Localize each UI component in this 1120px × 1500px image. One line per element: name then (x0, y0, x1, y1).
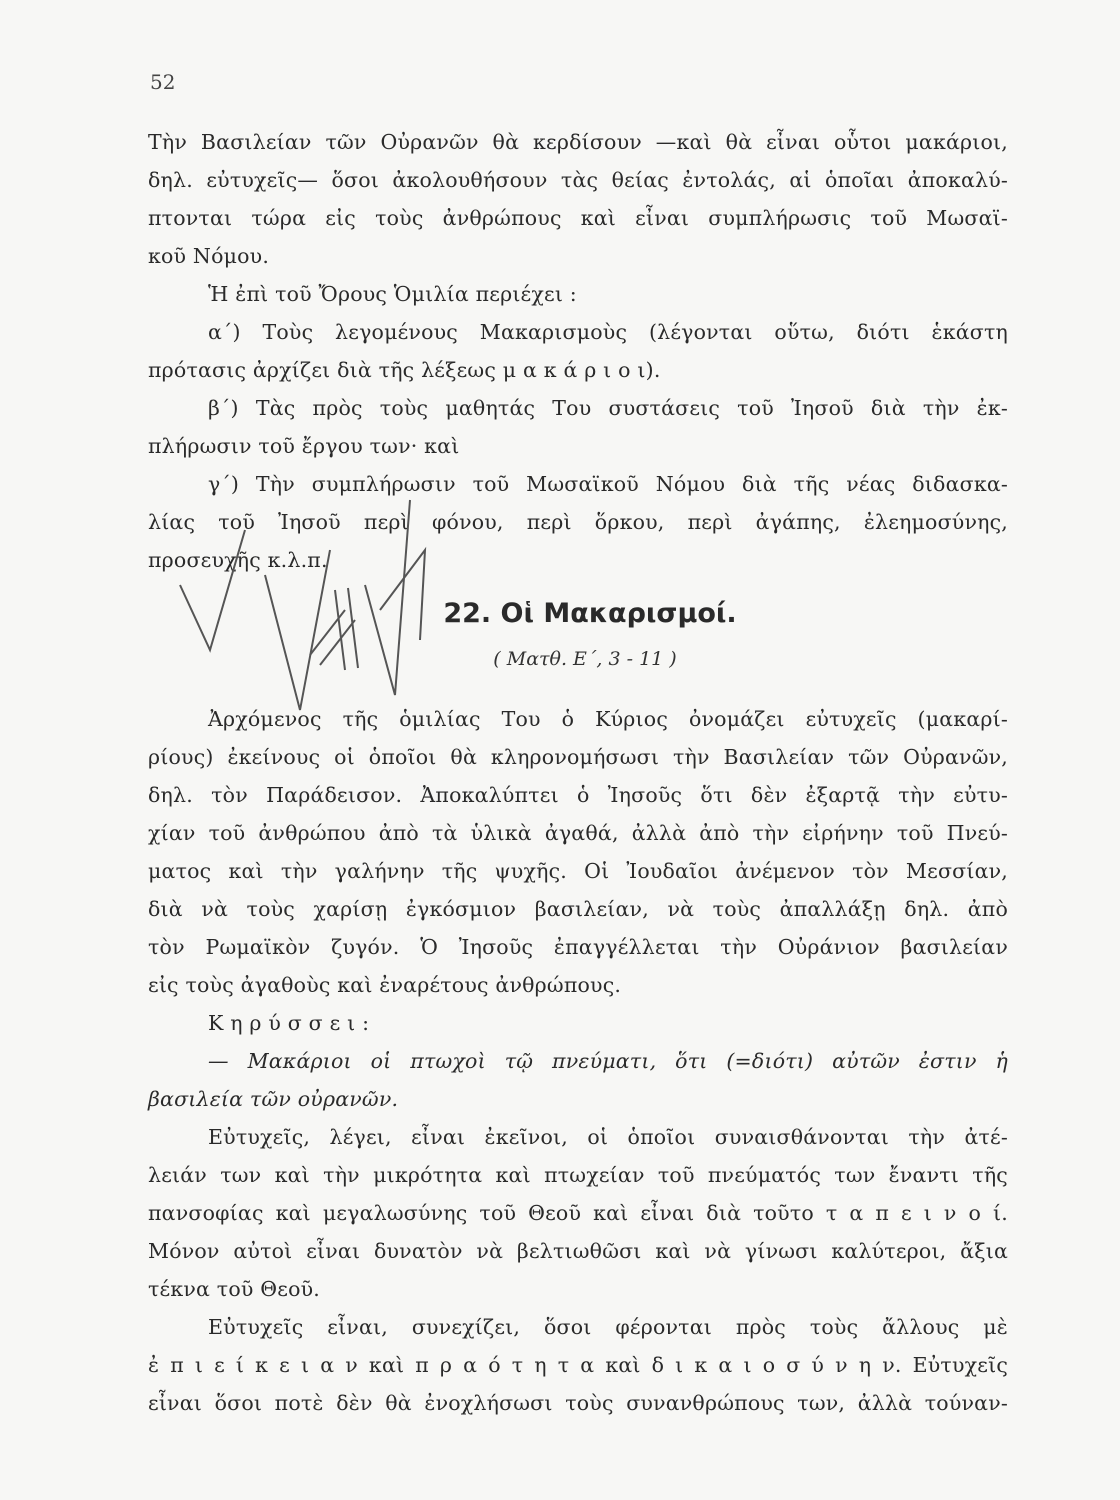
text-line: τέκνα τοῦ Θεοῦ. (148, 1277, 321, 1301)
text-line: Τὴν Βασιλείαν τῶν Οὐρανῶν θὰ κερδίσουν —καὶ θὰ εἶναι οὗτοι μακάριοι, (148, 130, 1008, 154)
text-line: χίαν τοῦ ἀνθρώπου ἀπὸ τὰ ὑλικὰ ἀγαθά, ἀλλὰ ἀπὸ τὴν εἰρήνην τοῦ Πνεύ- (148, 821, 1008, 845)
text-line: γ΄) Τὴν συμπλήρωσιν τοῦ Μωσαϊκοῦ Νόμου διὰ τῆς νέας διδασκα- (208, 472, 1008, 496)
section-heading: 22. Οἱ Μακαρισμοί. (443, 598, 737, 629)
text-line: Ἡ ἐπὶ τοῦ Ὄρους Ὁμιλία περιέχει : (208, 282, 577, 306)
text-line: Ἀρχόμενος τῆς ὁμιλίας Του ὁ Κύριος ὀνομάζει εὐτυχεῖς (μακαρί- (208, 707, 1008, 731)
text-line: πλήρωσιν τοῦ ἔργου των· καὶ (148, 434, 460, 458)
text-line: Κ η ρ ύ σ σ ε ι : (208, 1011, 370, 1035)
text-line: ματος καὶ τὴν γαλήνην τῆς ψυχῆς. Οἱ Ἰουδαῖοι ἀνέμενον τὸν Μεσσίαν, (148, 859, 1008, 883)
text-line: λειάν των καὶ τὴν μικρότητα καὶ πτωχείαν τοῦ πνεύματός των ἔναντι τῆς (148, 1163, 1008, 1187)
text-line: εἶναι ὅσοι ποτὲ δὲν θὰ ἐνοχλήσωσι τοὺς συνανθρώπους των, ἀλλὰ τούναν- (148, 1391, 1008, 1415)
scripture-reference: ( Ματθ. Ε΄, 3 - 11 ) (493, 648, 677, 670)
text-line: προσευχῆς κ.λ.π. (148, 548, 328, 572)
page-number: 52 (150, 70, 176, 94)
text-line: λίας τοῦ Ἰησοῦ περὶ φόνου, περὶ ὅρκου, περὶ ἀγάπης, ἐλεημοσύνης, (148, 510, 1008, 534)
text-line: α΄) Τοὺς λεγομένους Μακαρισμοὺς (λέγονται οὕτω, διότι ἑκάστη (208, 320, 1008, 344)
text-line: ἐ π ι ε ί κ ε ι α ν καὶ π ρ α ό τ η τ α καὶ δ ι κ α ι ο σ ύ ν η ν. Εὐτυχεῖς (148, 1353, 1008, 1377)
text-line: Εὐτυχεῖς εἶναι, συνεχίζει, ὅσοι φέρονται πρὸς τοὺς ἄλλους μὲ (208, 1315, 1008, 1339)
text-line: πρότασις ἀρχίζει διὰ τῆς λέξεως μ α κ ά ρ ι ο ι). (148, 358, 661, 382)
quote-line: — Μακάριοι οἱ πτωχοὶ τῷ πνεύματι, ὅτι (=διότι) αὐτῶν ἐστιν ἡ (208, 1049, 1008, 1073)
text-line: Μόνον αὐτοὶ εἶναι δυνατὸν νὰ βελτιωθῶσι καὶ νὰ γίνωσι καλύτεροι, ἄξια (148, 1239, 1008, 1263)
text-line: Εὐτυχεῖς, λέγει, εἶναι ἐκεῖνοι, οἱ ὁποῖοι συναισθάνονται τὴν ἀτέ- (208, 1125, 1008, 1149)
text-line: πανσοφίας καὶ μεγαλωσύνης τοῦ Θεοῦ καὶ εἶναι διὰ τοῦτο τ α π ε ι ν ο ί. (148, 1201, 1008, 1225)
text-line: τὸν Ρωμαϊκὸν ζυγόν. Ὁ Ἰησοῦς ἐπαγγέλλεται τὴν Οὐράνιον βασιλείαν (148, 935, 1008, 959)
text-line: κοῦ Νόμου. (148, 244, 270, 268)
quote-line: βασιλεία τῶν οὐρανῶν. (148, 1087, 399, 1111)
text-line: διὰ νὰ τοὺς χαρίσῃ ἐγκόσμιον βασιλείαν, νὰ τοὺς ἀπαλλάξῃ δηλ. ἀπὸ (148, 897, 1008, 921)
text-line: εἰς τοὺς ἀγαθοὺς καὶ ἐναρέτους ἀνθρώπους. (148, 973, 622, 997)
text-line: δηλ. εὐτυχεῖς— ὅσοι ἀκολουθήσουν τὰς θείας ἐντολάς, αἱ ὁποῖαι ἀποκαλύ- (148, 168, 1008, 192)
handwritten-scribble (170, 490, 480, 720)
text-section-bottom (148, 700, 1008, 1422)
text-line: β΄) Τὰς πρὸς τοὺς μαθητάς Του συστάσεις τοῦ Ἰησοῦ διὰ τὴν ἐκ- (208, 396, 1008, 420)
text-line: ρίους) ἐκείνους οἱ ὁποῖοι θὰ κληρονομήσωσι τὴν Βασιλείαν τῶν Οὐρανῶν, (148, 745, 1008, 769)
text-line: πτονται τώρα εἰς τοὺς ἀνθρώπους καὶ εἶναι συμπλήρωσις τοῦ Μωσαϊ- (148, 206, 1008, 230)
text-line: δηλ. τὸν Παράδεισον. Ἀποκαλύπτει ὁ Ἰησοῦς ὅτι δὲν ἐξαρτᾷ τὴν εὐτυ- (148, 783, 1008, 807)
